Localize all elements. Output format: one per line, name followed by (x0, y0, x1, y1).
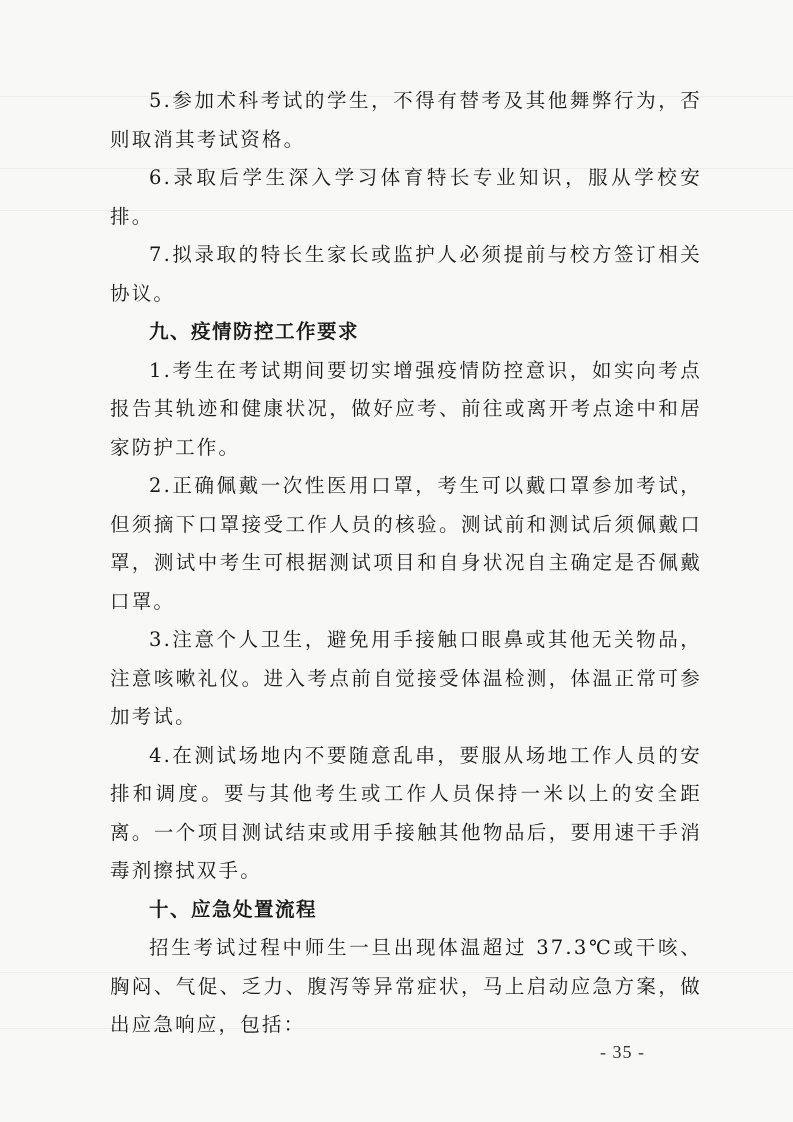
document-body (110, 82, 702, 1045)
page-number: - 35 - (600, 1042, 645, 1062)
body-paragraph: 3.注意个人卫生，避免用手接触口眼鼻或其他无关物品，注意咳嗽礼仪。进入考点前自觉接受体温检测，体温正常可参加考试。 (110, 628, 702, 728)
body-paragraph: 5.参加术科考试的学生，不得有替考及其他舞弊行为，否则取消其考试资格。 (110, 89, 702, 151)
body-paragraph: 4.在测试场地内不要随意乱串，要服从场地工作人员的安排和调度。要与其他考生或工作人员保持一米以上的安全距离。一个项目测试结束或用手接触其他物品后，要用速干手消毒剂擦拭双手。 (110, 743, 702, 882)
body-paragraph: 招生考试过程中师生一旦出现体温超过 37.3℃或干咳、胸闷、气促、乏力、腹泻等异常症状，马上启动应急方案，做出应急响应，包括： (110, 936, 702, 1036)
section-heading: 十、应急处置流程 (149, 897, 318, 921)
section-heading: 九、疫情防控工作要求 (149, 320, 360, 343)
body-paragraph: 7.拟录取的特长生家长或监护人必须提前与校方签订相关协议。 (110, 243, 702, 305)
body-paragraph: 2.正确佩戴一次性医用口罩，考生可以戴口罩参加考试，但须摘下口罩接受工作人员的核验。测试前和测试后须佩戴口罩，测试中考生可根据测试项目和自身状况自主确定是否佩戴口罩。 (110, 474, 702, 613)
body-paragraph: 6.录取后学生深入学习体育特长专业知识，服从学校安排。 (110, 166, 702, 228)
body-paragraph: 1.考生在考试期间要切实增强疫情防控意识，如实向考点报告其轨迹和健康状况，做好应考、前往或离开考点途中和居家防护工作。 (110, 358, 702, 459)
